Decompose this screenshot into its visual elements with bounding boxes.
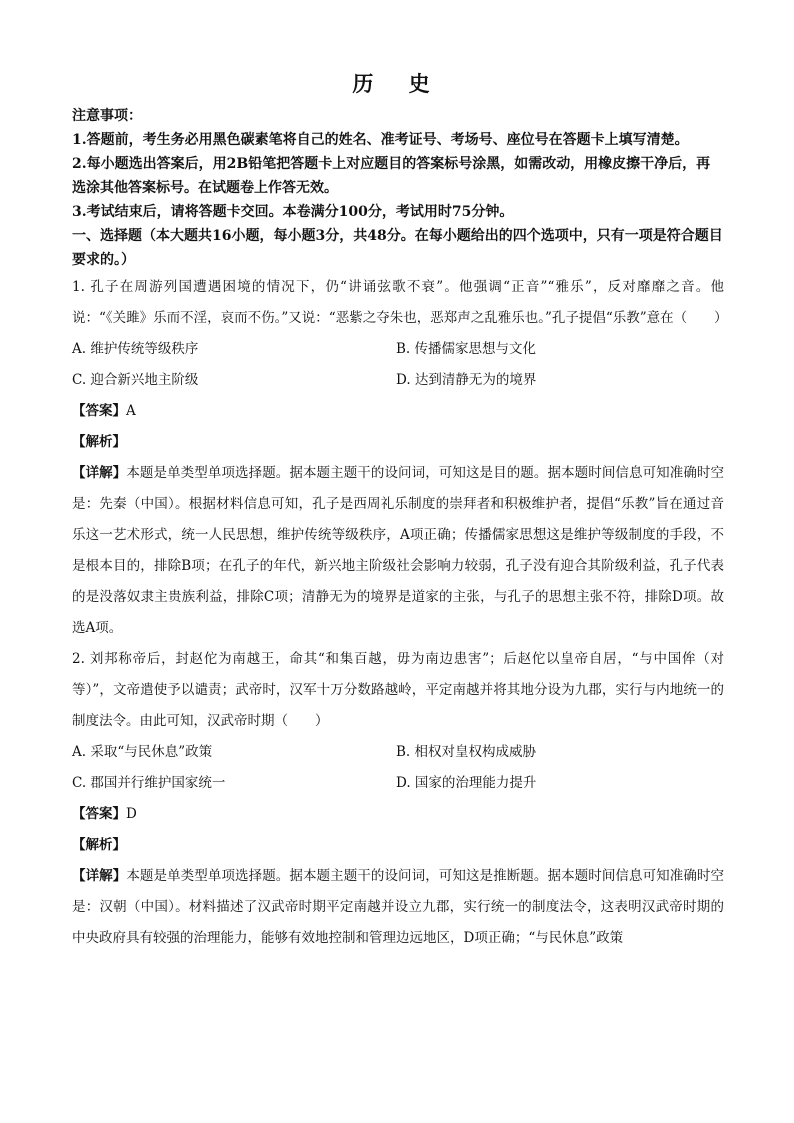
detail-text: 本题是单类型单项选择题。据本题主题干的设问词，可知这是目的题。据本题时间信息可知准确时空是：先秦（中国）。根据材料信息可知，孔子是西周礼乐制度的崇拜者和积极维护者，提倡“乐教”旨在通过音乐这一艺术形式，统一人民思想，维护传统等级秩序，A项正确；传播儒家思想这是维护等级制度的手段，不是根本目的，排除B项；在孔子的年代，新兴地主阶级社会影响力较弱，孔子没有迎合其阶级利益，孔子代表的是没落奴隶主贵族利益，排除C项；清静无为的境界是道家的主张，与孔子的思想主张不符，排除D项。故选A项。 xyxy=(72,465,725,636)
detail-label: 【详解】 xyxy=(72,868,127,884)
option-a: A. 维护传统等级秩序 xyxy=(72,341,199,357)
option-list xyxy=(72,737,724,799)
notice-item: 2.每小题选出答案后，用2B铅笔把答题卡上对应题目的答案标号涂黑，如需改动，用橡皮擦干净后，再选涂其他答案标号。在试题卷上作答无效。 xyxy=(72,156,711,196)
analysis-label: 【解析】 xyxy=(72,434,126,450)
question-stem: 2. 刘邦称帝后，封赵佗为南越王，命其“和集百越，毋为南边患害”；后赵佗以皇帝自居，“与中国侔（对等）”，文帝遣使予以谴责；武帝时，汉军十万分数路越岭，平定南越并将其地分设为九郡，实行与内地统一的制度法令。由此可知，汉武帝时期（ ） xyxy=(72,651,724,729)
analysis-line xyxy=(72,830,724,861)
option-d: D. 国家的治理能力提升 xyxy=(396,775,537,791)
notice-item: 1.答题前，考生务必用黑色碳素笔将自己的姓名、准考证号、考场号、座位号在答题卡上填写清楚。 xyxy=(72,132,689,148)
answer-label: 【答案】 xyxy=(72,403,126,419)
option-list xyxy=(72,334,724,396)
option-a: A. 采取“与民休息”政策 xyxy=(72,744,213,760)
page-title: 历 史 xyxy=(352,71,444,96)
detail-paragraph xyxy=(72,861,724,954)
option-d: D. 达到清静无为的境界 xyxy=(396,372,537,388)
option-b: B. 相权对皇权构成威胁 xyxy=(396,744,537,760)
answer-value: A xyxy=(126,403,136,419)
exam-page xyxy=(72,62,728,954)
section-heading: 一、选择题（本大题共16小题，每小题3分，共48分。在每小题给出的四个选项中，只有一项是符合题目要求的。） xyxy=(72,228,723,268)
answer-line xyxy=(72,799,724,830)
question-stem: 1. 孔子在周游列国遭遇困境的情况下，仍“讲诵弦歌不衰”。他强调“正音”“雅乐”，反对靡靡之音。他说：“《关雎》乐而不淫，哀而不伤。”又说：“恶紫之夺朱也，恶郑声之乱雅乐也。”孔子提倡“乐教”意在（ ） xyxy=(72,279,728,326)
answer-value: D xyxy=(126,806,137,822)
answer-line xyxy=(72,396,724,427)
detail-paragraph xyxy=(72,458,724,644)
notice-heading: 注意事项： xyxy=(72,108,142,124)
analysis-line xyxy=(72,427,724,458)
option-c: C. 郡国并行维护国家统一 xyxy=(72,775,226,791)
answer-label: 【答案】 xyxy=(72,806,126,822)
option-b: B. 传播儒家思想与文化 xyxy=(396,341,537,357)
detail-label: 【详解】 xyxy=(72,465,127,481)
analysis-label: 【解析】 xyxy=(72,837,126,853)
option-c: C. 迎合新兴地主阶级 xyxy=(72,372,199,388)
detail-text: 本题是单类型单项选择题。据本题主题干的设问词，可知这是推断题。据本题时间信息可知准确时空是：汉朝（中国）。材料描述了汉武帝时期平定南越并设立九郡，实行统一的制度法令，这表明汉武帝时期的中央政府具有较强的治理能力，能够有效地控制和管理边远地区，D项正确；“与民休息”政策 xyxy=(72,868,725,946)
notice-item: 3.考试结束后，请将答题卡交回。本卷满分100分，考试用时75分钟。 xyxy=(72,204,514,220)
